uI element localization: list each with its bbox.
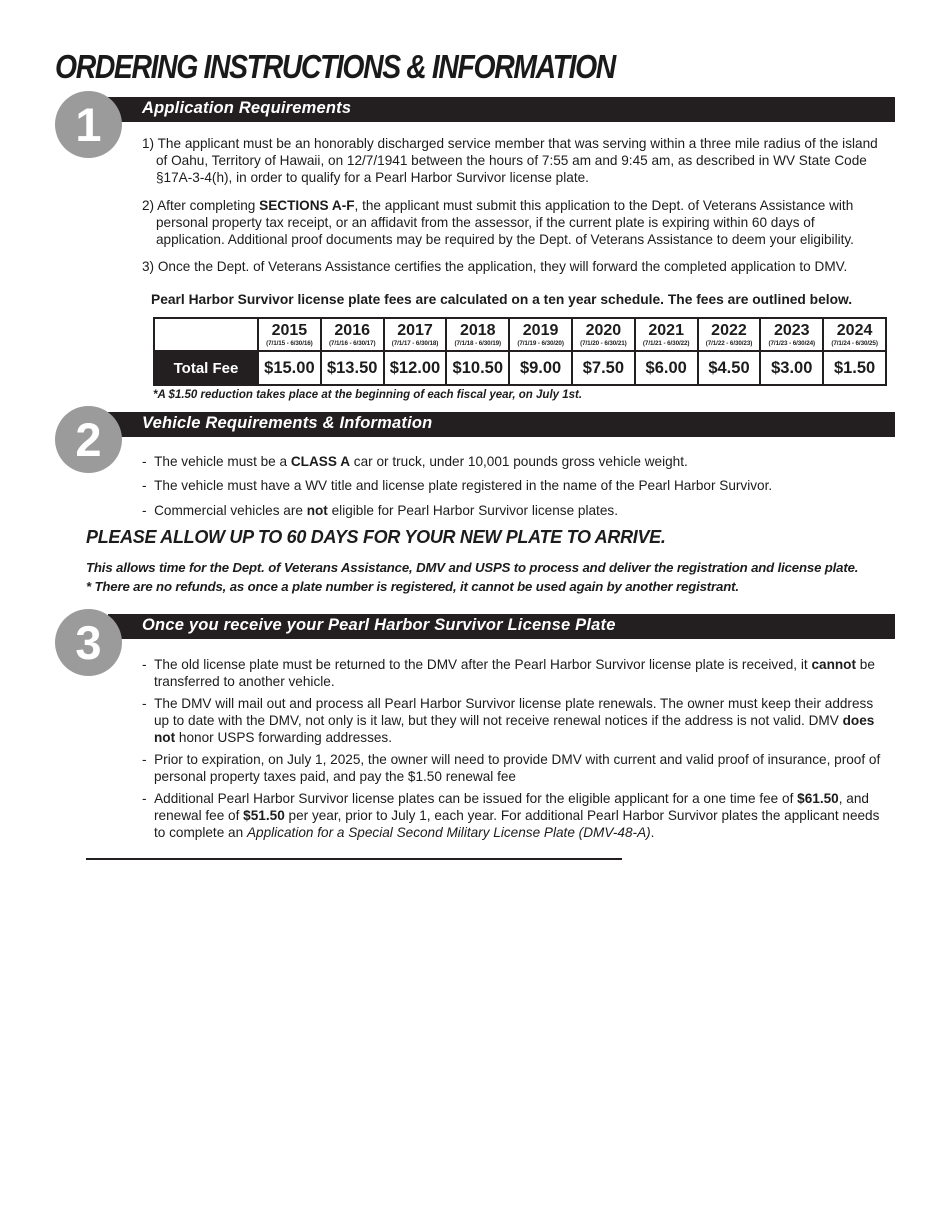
fiscal-year-row [154,318,886,351]
fees-intro: Pearl Harbor Survivor license plate fees are calculated on a ten year schedule. The fees are outlined below. [151,292,853,307]
item-text: Commercial vehicles are [154,503,307,518]
section-3-item-1 [142,656,890,690]
year-range: (7/1/17 - 6/30/18) [391,340,439,347]
item-text: , the applicant must submit this application to the Dept. of Veterans Assistance with personal property tax receipt, or an affidavit from the assessor, if the current plate is expiring within 60 days of application. Additional proof documents may be required by the Dept. of Veterans Assistance to deem your eligibility. [156,198,854,247]
year-cell [384,318,447,351]
fee-cell: $1.50 [823,351,886,385]
year-range: (7/1/19 - 6/30/20) [517,340,564,347]
year-range: (7/1/24 - 6/30/25) [831,340,878,347]
delivery-time-heading: PLEASE ALLOW UP TO 60 DAYS FOR YOUR NEW PLATE TO ARRIVE. [86,527,666,547]
item-text: The vehicle must be a [154,454,291,469]
year-cell [572,318,635,351]
section-2-number-badge: 2 [55,406,122,473]
item-text: car or truck, under 10,001 pounds gross vehicle weight. [350,454,688,469]
fee-cell: $10.50 [446,351,509,385]
no-refunds-note: * There are no refunds, as once a plate number is registered, it cannot be used again by another registrant. [86,579,739,594]
year: 2015 [271,322,308,339]
year-range: (7/1/15 - 6/30/16) [266,340,313,347]
fee-cell: $3.00 [760,351,823,385]
fee-cell: $6.00 [635,351,698,385]
year: 2024 [836,322,873,339]
item-bold-text: $61.50 [797,791,839,806]
total-fee-label: Total Fee [154,351,258,385]
fiscal-year-label: Fiscal Year [154,318,258,351]
year-cell [446,318,509,351]
item-text: per year, prior to July 1, each year. For additional Pearl Harbor Survivor plates the applicant needs to complete an [154,808,880,840]
year-cell [509,318,572,351]
year-range: (7/1/22 - 6/30/23) [705,340,753,347]
section-3-header [108,614,895,639]
section-3-item-2 [142,695,890,746]
fee-cell: $9.00 [509,351,572,385]
section-2-heading: Vehicle Requirements & Information [142,414,433,432]
section-2-item-1 [142,453,887,470]
fee-cell: $4.50 [698,351,761,385]
item-text: The old license plate must be returned to the DMV after the Pearl Harbor Survivor license plate is received, it [154,657,812,672]
item-bold-text: does not [154,713,875,745]
year: 2017 [397,322,433,339]
page-title: ORDERING INSTRUCTIONS & INFORMATION [55,48,615,85]
section-3-number-badge: 3 [55,609,122,676]
section-2-item-2: - The vehicle must have a WV title and license plate registered in the name of the Pearl Harbor Survivor. [142,477,887,494]
form-name-italic: Application for a Special Second Military License Plate (DMV-48-A) [246,825,651,840]
section-1-item-3: 3) Once the Dept. of Veterans Assistance certifies the application, they will forward the completed application to DMV. [142,259,848,274]
section-3-item-3: - Prior to expiration, on July 1, 2025, the owner will need to provide DMV with current and valid proof of insurance, proof of personal property taxes paid, and pay the $1.50 renewal fee [142,751,890,785]
year-cell [635,318,698,351]
fee-cell: $12.00 [384,351,447,385]
year-cell [321,318,384,351]
section-2-item-3 [142,502,887,519]
section-1-header [108,97,895,122]
item-text: . [650,825,655,840]
year-cell [760,318,823,351]
fee-cell: $13.50 [321,351,384,385]
item-text: The DMV will mail out and process all Pearl Harbor Survivor license plate renewals. The owner must keep their address up to date with the DMV, not only is it law, but they will not receive renewal notices if the address is not valid. DMV [154,696,874,728]
delivery-time-note: This allows time for the Dept. of Veterans Assistance, DMV and USPS to process and deliver the registration and license plate. [86,560,859,575]
section-1-item-2 [142,197,887,248]
section-1-heading: Application Requirements [142,99,352,117]
year: 2020 [585,322,622,339]
item-text: , and renewal fee of [154,791,869,823]
section-2-header [108,412,895,437]
item-bold-text: not [306,503,328,518]
year-cell [823,318,886,351]
year: 2022 [711,322,747,339]
year-range: (7/1/16 - 6/30/17) [328,340,376,347]
item-text: Additional Pearl Harbor Survivor license plates can be issued for the eligible applicant for a one time fee of [154,791,798,806]
fee-reduction-note: *A $1.50 reduction takes place at the beginning of each fiscal year, on July 1st. [153,389,583,401]
year: 2016 [334,322,370,339]
item-text: 2) After completing [142,198,260,213]
fee-cell: $7.50 [572,351,635,385]
year: 2018 [459,322,496,339]
year: 2019 [522,322,559,339]
item-text: eligible for Pearl Harbor Survivor license plates. [327,503,618,518]
item-bold-text: SECTIONS A-F [259,198,355,213]
fee-cell: $15.00 [258,351,321,385]
year-range: (7/1/21 - 6/30/22) [642,340,690,347]
year: 2021 [648,322,684,339]
signature-line [86,858,622,860]
item-text: honor USPS forwarding addresses. [175,730,392,745]
year-cell [258,318,321,351]
year-range: (7/1/18 - 6/30/19) [454,340,502,347]
total-fee-row [154,351,886,385]
year-range: (7/1/23 - 6/30/24) [768,340,816,347]
fee-schedule-table [153,317,887,386]
item-text: be transferred to another vehicle. [154,657,875,689]
section-3-item-4 [142,790,890,841]
year: 2023 [773,322,810,339]
year-cell [698,318,761,351]
year-range: (7/1/20 - 6/30/21) [580,340,627,347]
item-bold-text: $51.50 [243,808,285,823]
section-3-heading: Once you receive your Pearl Harbor Survivor License Plate [142,616,616,634]
section-1-number-badge: 1 [55,91,122,158]
item-bold-text: cannot [811,657,857,672]
item-bold-text: CLASS A [290,454,351,469]
section-1-item-1: 1) The applicant must be an honorably discharged service member that was serving within a three mile radius of the island of Oahu, Territory of Hawaii, on 12/7/1941 between the hours of 7:55 am and 9:45 am, as described in WV State Code §17A-3-4(h), in order to qualify for a Pearl Harbor Survivor license plate. [142,136,878,185]
